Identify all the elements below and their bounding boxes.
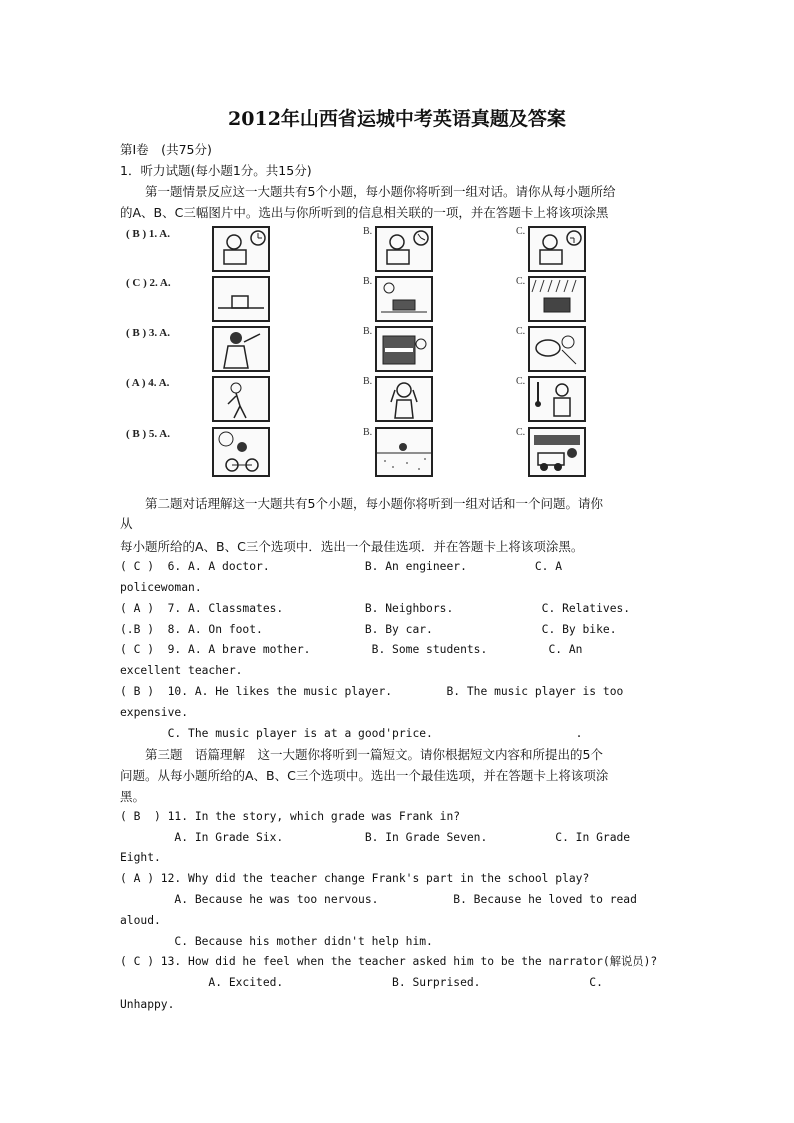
- question-13-line1: ( C ) 13. How did he feel when the teacher asked him to be the narrator(解说员)?: [120, 955, 658, 968]
- beach-icon: [375, 427, 433, 477]
- question-11-line3: Eight.: [120, 851, 161, 864]
- option-label-c: C.: [516, 376, 526, 387]
- part1-intro-line2: 的A、B、C三幅图片中。选出与你所听到的信息相关联的一项，并在答题卡上将该项涂黑: [120, 205, 609, 220]
- part3-intro-line3: 黑。: [120, 789, 146, 804]
- person-clock-icon: [375, 226, 433, 272]
- thermometer-person-icon: [528, 376, 586, 422]
- picture-questions: [120, 222, 590, 484]
- question-12-line2: A. Because he was too nervous. B. Because he loved to read: [120, 893, 637, 906]
- question-12-line4: C. Because his mother didn't help him.: [120, 935, 433, 948]
- bending-person-icon: [212, 376, 270, 422]
- rain-house-icon: [528, 276, 586, 322]
- option-label-b: B.: [363, 427, 373, 438]
- bike-ride-icon: [212, 427, 270, 477]
- option-label-c: C.: [516, 326, 526, 337]
- person-clock-icon: [212, 226, 270, 272]
- row-label-3: ( B ) 3. A.: [126, 327, 170, 339]
- question-11-line2: A. In Grade Six. B. In Grade Seven. C. In Grade: [120, 831, 631, 844]
- question-10-line2: expensive.: [120, 706, 189, 719]
- listening-header: 1．听力试题(每小题1分。共15分): [120, 163, 312, 178]
- question-8: (.B ) 8. A. On foot. B. By car. C. By bike.: [120, 623, 617, 636]
- part1-intro-line1: 第一题情景反应这一大题共有5个小题，每小题你将听到一组对话。请你从每小题所给: [120, 184, 616, 199]
- question-10-line3: C. The music player is at a good'price. .: [120, 727, 583, 740]
- person-clock-icon: [528, 226, 586, 272]
- option-label-c: C.: [516, 427, 526, 438]
- part3-intro-line2: 问题。从每小题所给的A、B、C三个选项中。选出一个最佳选项，并在答题卡上将该项涂: [120, 768, 609, 783]
- question-12-line3: aloud.: [120, 914, 161, 927]
- part2-intro-line3: 每小题所给的A、B、C三个选项中．选出一个最佳选项．并在答题卡上将该项涂黑。: [120, 539, 584, 554]
- option-label-b: B.: [363, 276, 373, 287]
- question-11-line1: ( B ) 11. In the story, which grade was Frank in?: [120, 810, 461, 823]
- part3-intro-line1: 第三题 语篇理解 这一大题你将听到一篇短文。请你根据短文内容和所提出的5个: [120, 747, 603, 762]
- section-header: 第Ⅰ卷 (共75分): [120, 142, 212, 157]
- question-9-line2: excellent teacher.: [120, 664, 243, 677]
- question-12-line1: ( A ) 12. Why did the teacher change Frank's part in the school play?: [120, 872, 590, 885]
- question-10-line1: ( B ) 10. A. He likes the music player. B. The music player is too: [120, 685, 624, 698]
- headache-person-icon: [375, 376, 433, 422]
- row-label-4: ( A ) 4. A.: [126, 377, 170, 389]
- question-6-line1: ( C ) 6. A. A doctor. B. An engineer. C. A: [120, 560, 563, 573]
- row-label-5: ( B ) 5. A.: [126, 428, 170, 440]
- row-label-1: ( B ) 1. A.: [126, 228, 170, 240]
- violin-girl-icon: [212, 326, 270, 372]
- option-label-b: B.: [363, 376, 373, 387]
- question-13-line3: Unhappy.: [120, 998, 175, 1011]
- drum-icon: [528, 326, 586, 372]
- question-6-line2: policewoman.: [120, 581, 202, 594]
- piano-icon: [375, 326, 433, 372]
- option-label-b: B.: [363, 226, 373, 237]
- house-icon: [212, 276, 270, 322]
- row-label-2: ( C ) 2. A.: [126, 277, 171, 289]
- question-13-line2: A. Excited. B. Surprised. C.: [120, 976, 603, 989]
- part2-intro-line1: 第二题对话理解这一大题共有5个小题，每小题你将听到一组对话和一个问题。请你: [120, 496, 603, 511]
- question-9-line1: ( C ) 9. A. A brave mother. B. Some students. C. An: [120, 643, 583, 656]
- page-title: 2012年山西省运城中考英语真题及答案: [228, 108, 566, 130]
- option-label-c: C.: [516, 226, 526, 237]
- car-scene-icon: [528, 427, 586, 477]
- option-label-b: B.: [363, 326, 373, 337]
- question-7: ( A ) 7. A. Classmates. B. Neighbors. C. Relatives.: [120, 602, 631, 615]
- option-label-c: C.: [516, 276, 526, 287]
- part2-intro-line2: 从: [120, 516, 133, 531]
- sun-house-icon: [375, 276, 433, 322]
